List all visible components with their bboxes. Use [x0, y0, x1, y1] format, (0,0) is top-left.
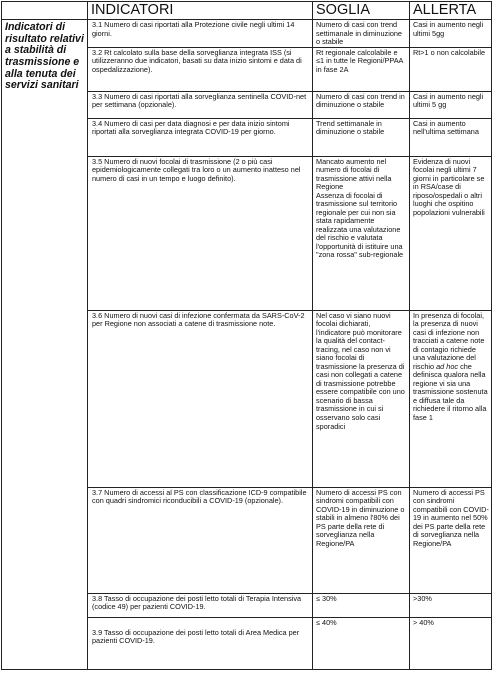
alert-3-6-text-a: In presenza di focolai, la presenza di nuovi casi di infezione non tracciati a catene note di contagio richiede una valutazione del rischio [413, 310, 485, 371]
threshold-3-8: ≤ 30% [313, 593, 410, 617]
header-indicatori: INDICATORI [88, 2, 313, 20]
indicator-3-5: 3.5 Numero di nuovi focolai di trasmissione (2 o più casi epidemiologicamente collegati tra loro o un aumento inatteso nel numero di casi in un tempo e luogo definito). [88, 156, 313, 310]
threshold-3-5: Mancato aumento nel numero di focolai di trasmissione attivi nella Regione Assenza di focolai di trasmissione sul territorio regionale per cui non sia stata rapidamente realizzata una valutazione del rischio e valutata l'opportunità di istituire una "zona rossa" sub-regionale [313, 156, 410, 310]
indicator-3-3: 3.3 Numero di casi riportati alla sorveglianza sentinella COVID-net per settimana (opzionale). [88, 91, 313, 118]
alert-3-6-text-b: che definisca qualora nella regione vi sia una trasmissione sostenuta e diffusa tale da richiedere il ritorno alla fase 1 [413, 361, 488, 422]
threshold-3-7: Numero di accessi PS con sindromi compatibili con COVID-19 in diminuzione o stabili in almeno l'80% dei PS parte della rete di sorveglianza nella Regione/PA [313, 487, 410, 593]
indicator-3-9: 3.9 Tasso di occupazione dei posti letto totali di Area Medica per pazienti COVID-19. [88, 617, 313, 669]
threshold-3-2: Rt regionale calcolabile e ≤1 in tutte le Regioni/PPAA in fase 2A [313, 47, 410, 91]
alert-3-8: >30% [410, 593, 492, 617]
alert-3-6-ad-hoc: ad hoc [436, 361, 459, 371]
threshold-3-1: Numero di casi con trend settimanale in diminuzione o stabile [313, 20, 410, 48]
indicator-3-2: 3.2 Rt calcolato sulla base della sorveglianza integrata ISS (si utilizzeranno due indicatori, basati su data inizio sintomi e data di ospedalizzazione). [88, 47, 313, 91]
alert-3-4: Casi in aumento nell'ultima settimana [410, 118, 492, 156]
indicator-3-1: 3.1 Numero di casi riportati alla Protezione civile negli ultimi 14 giorni. [88, 20, 313, 48]
indicator-3-6: 3.6 Numero di nuovi casi di infezione confermata da SARS-CoV-2 per Regione non associati a catene di trasmissione note. [88, 310, 313, 487]
header-allerta: ALLERTA [410, 2, 492, 20]
alert-3-6 [410, 310, 492, 487]
header-section-cell [2, 2, 88, 20]
alert-3-9: > 40% [410, 617, 492, 669]
table-row [2, 20, 492, 48]
header-soglia: SOGLIA [313, 2, 410, 20]
indicator-3-4: 3.4 Numero di casi per data diagnosi e per data inizio sintomi riportati alla sorveglianza integrata COVID-19 per giorno. [88, 118, 313, 156]
threshold-3-3: Numero di casi con trend in diminuzione o stabile [313, 91, 410, 118]
alert-3-1: Casi in aumento negli ultimi 5gg [410, 20, 492, 48]
header-row [2, 2, 492, 20]
indicator-3-7: 3.7 Numero di accessi al PS con classificazione ICD-9 compatibile con quadri sindromici riconducibili a COVID-19 (opzionale). [88, 487, 313, 593]
threshold-3-9: ≤ 40% [313, 617, 410, 669]
indicators-table [1, 1, 492, 670]
indicator-3-8: 3.8 Tasso di occupazione dei posti letto totali di Terapia Intensiva (codice 49) per pazienti COVID-19. [88, 593, 313, 617]
alert-3-5: Evidenza di nuovi focolai negli ultimi 7 giorni in particolare se in RSA/case di riposo/ospedali o altri luoghi che ospitino popolazioni vulnerabili [410, 156, 492, 310]
alert-3-2: Rt>1 o non calcolabile [410, 47, 492, 91]
alert-3-3: Casi in aumento negli ultimi 5 gg [410, 91, 492, 118]
alert-3-7: Numero di accessi PS con sindromi compatibili con COVID-19 in aumento nel 50% dei PS parte della rete di sorveglianza nella Regione/PA [410, 487, 492, 593]
threshold-3-6: Nel caso vi siano nuovi focolai dichiarati, l'indicatore può monitorare la qualità del contact-tracing, nel caso non vi siano focolai di trasmissione la presenza di casi non collegati a catene di trasmissione potrebbe essere compatibile con uno scenario di bassa trasmissione in cui si osservano solo casi sporadici [313, 310, 410, 487]
section-label: Indicatori di risultato relativi a stabilità di trasmissione e alla tenuta dei servizi sanitari [2, 20, 88, 670]
threshold-3-4: Trend settimanale in diminuzione o stabile [313, 118, 410, 156]
